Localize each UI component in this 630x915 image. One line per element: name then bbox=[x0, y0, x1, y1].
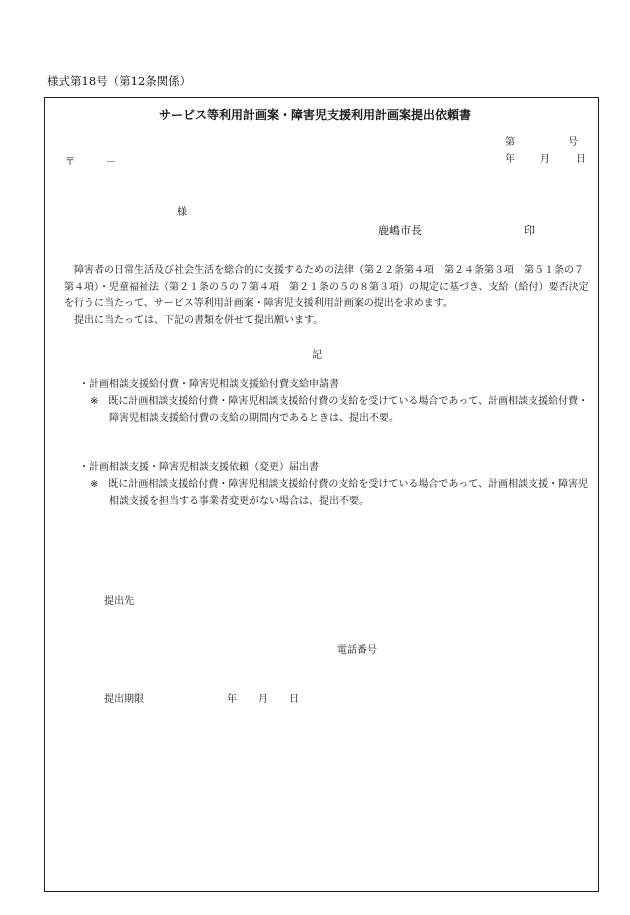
form-number: 様式第18号（第12条関係） bbox=[47, 74, 192, 88]
doc-number-go: 号 bbox=[568, 137, 578, 148]
item-note: ※ 既に計画相談支援給付費・障害児相談支援給付費の支給を受けている場合であって、計画相談支援給付費・障害児相談支援給付費の支給の期間内であるときは、提出不要。 bbox=[90, 396, 589, 424]
postal-mark: 〒 bbox=[65, 157, 75, 168]
issuer-name: 鹿嶋市長 bbox=[378, 224, 422, 237]
doc-number-dai: 第 bbox=[505, 137, 515, 148]
document-title: サービス等利用計画案・障害児支援利用計画案提出依頼書 bbox=[158, 108, 471, 122]
request-paragraph: 障害者の日常生活及び社会生活を総合的に支援するための法律（第２２条第４項 第２４条第３項 第５１条の７第４項）・児童福祉法（第２１条の５の７第４項 第２１条の５の８第３項）の規定に基づき、支給（給付）要否決定を行うに当たって、サービス等利用計画案・障害児支援利用計画案の提出を求めます。 bbox=[64, 265, 589, 309]
issuer-seal: 印 bbox=[524, 224, 535, 237]
postal-dash: － bbox=[106, 157, 116, 168]
request-body bbox=[64, 263, 589, 329]
date-month: 月 bbox=[540, 154, 550, 165]
deadline-year: 年 bbox=[227, 694, 237, 705]
addressee-suffix: 様 bbox=[177, 207, 187, 218]
submission-to-label: 提出先 bbox=[104, 596, 134, 607]
item-heading: ・計画相談支援給付費・障害児相談支援給付費支給申請書 bbox=[79, 379, 339, 390]
deadline-month: 月 bbox=[258, 694, 268, 705]
list-item bbox=[79, 459, 594, 510]
instruction-paragraph: 提出に当たっては、下記の書類を併せて提出願います。 bbox=[74, 314, 324, 326]
item-heading: ・計画相談支援・障害児相談支援依頼（変更）届出書 bbox=[79, 462, 319, 473]
item-note: ※ 既に計画相談支援給付費・障害児相談支援給付費の支給を受けている場合であって、計画相談支援・障害児相談支援を担当する事業者変更がない場合は、提出不要。 bbox=[90, 479, 589, 507]
deadline-day: 日 bbox=[289, 694, 299, 705]
phone-label: 電話番号 bbox=[337, 645, 377, 656]
deadline-label: 提出期限 bbox=[104, 694, 144, 705]
ki-heading: 記 bbox=[312, 350, 322, 361]
date-year: 年 bbox=[505, 154, 515, 165]
list-item bbox=[79, 376, 594, 427]
date-day: 日 bbox=[576, 154, 586, 165]
